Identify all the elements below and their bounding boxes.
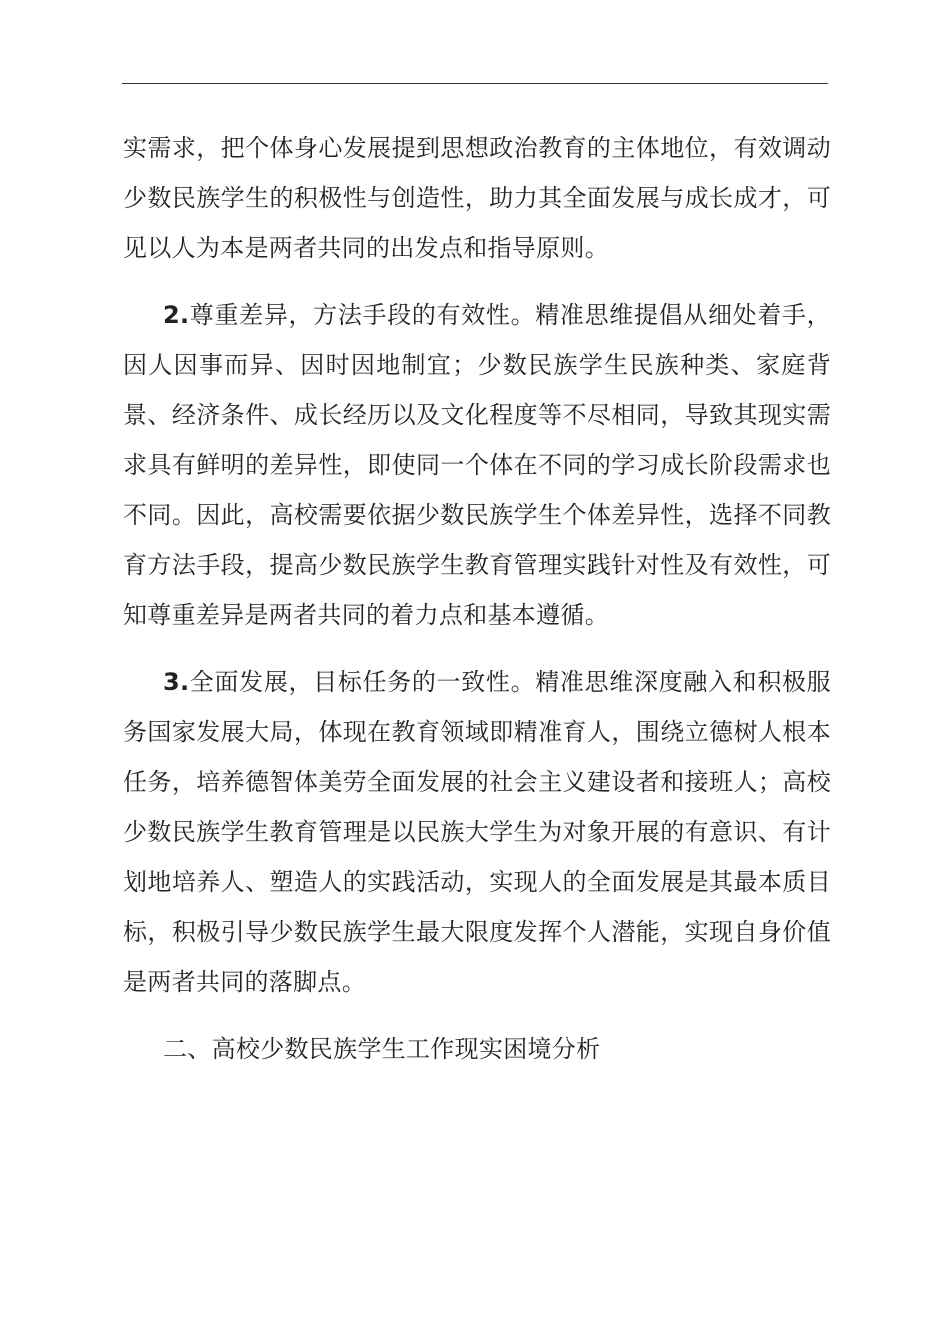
paragraph-number: 2. <box>163 301 190 329</box>
paragraph-continuation <box>123 123 831 273</box>
paragraph-text: 尊重差异，方法手段的有效性。精准思维提倡从细处着手，因人因事而异、因时因地制宜；少数民族学生民族种类、家庭背景、经济条件、成长经历以及文化程度等不尽相同，导致其现实需求具有鲜明的差异性，即使同一个体在不同的学习成长阶段需求也不同。因此，高校需要依据少数民族学生个体差异性，选择不同教育方法手段，提高少数民族学生教育管理实践针对性及有效性，可知尊重差异是两者共同的着力点和基本遵循。 <box>123 301 831 629</box>
paragraph-number: 3. <box>163 668 190 696</box>
paragraph-respect-differences <box>123 290 831 640</box>
section-heading: 二、高校少数民族学生工作现实困境分析 <box>163 1035 601 1063</box>
document-body <box>123 123 831 1074</box>
paragraph-text: 全面发展，目标任务的一致性。精准思维深度融入和积极服务国家发展大局，体现在教育领域即精准育人，围绕立德树人根本任务，培养德智体美劳全面发展的社会主义建设者和接班人；高校少数民族学生教育管理是以民族大学生为对象开展的有意识、有计划地培养人、塑造人的实践活动，实现人的全面发展是其最本质目标，积极引导少数民族学生最大限度发挥个人潜能，实现自身价值是两者共同的落脚点。 <box>123 668 831 996</box>
paragraph-text: 实需求，把个体身心发展提到思想政治教育的主体地位，有效调动少数民族学生的积极性与创造性，助力其全面发展与成长成才，可见以人为本是两者共同的出发点和指导原则。 <box>123 134 831 262</box>
paragraph-all-round-development <box>123 657 831 1007</box>
header-rule <box>122 83 828 84</box>
